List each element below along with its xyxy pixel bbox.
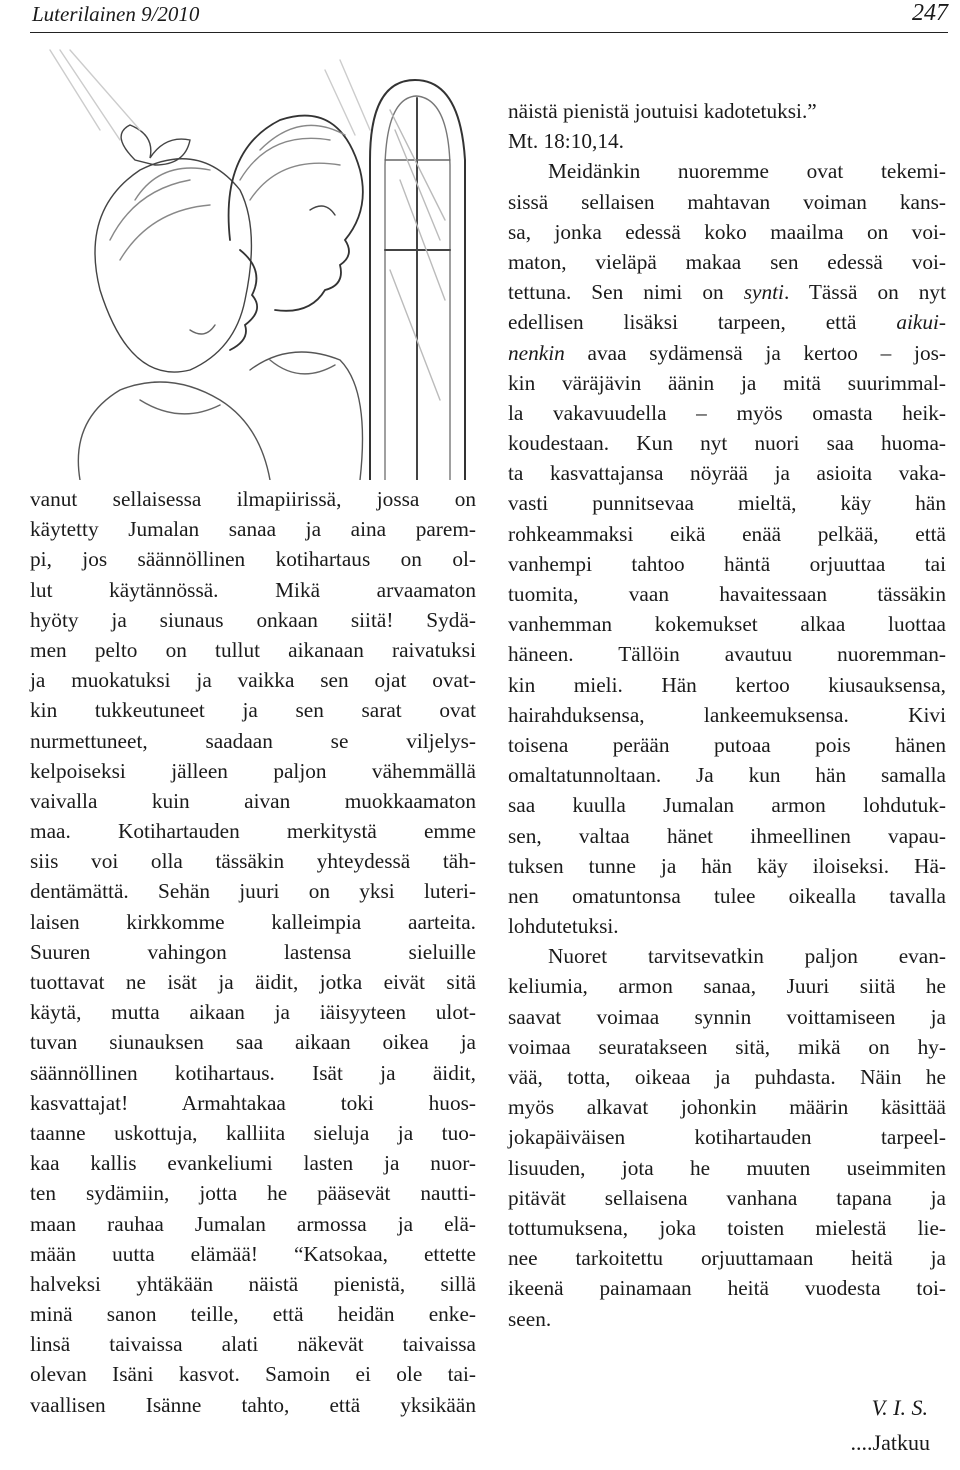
issue-label: Luterilainen 9/2010 <box>32 2 200 26</box>
text-line: myös alkavat johonkin määrin käsittää <box>508 1095 946 1120</box>
text-line: saavat voimaa synnin voittamiseen ja <box>508 1004 946 1029</box>
text-line: ikeenä painamaan heitä vuodesta toi- <box>508 1276 946 1301</box>
text-line: vaivalla kuin aivan muokkaamaton <box>30 788 476 813</box>
text-line: omaltatunnoltaan. Ja kun hän samalla <box>508 763 946 788</box>
emphasis-synti: synti <box>743 280 784 305</box>
text-line: käytetty Jumalan sanaa ja aina parem- <box>30 517 476 542</box>
text-line: ja muokatuksi ja vaikka sen ojat ovat- <box>30 668 476 693</box>
text-line: kasvattajat! Armahtakaa toki huos- <box>30 1090 476 1115</box>
text-line: Suuren vahingon lastensa sieluille <box>30 939 476 964</box>
text-line: säännöllinen kotihartaus. Isät ja äidit, <box>30 1060 476 1085</box>
text-line: käytä, mutta aikaan ja iäisyyteen ulot- <box>30 1000 476 1025</box>
text-line: vanhempi tahtoo häntä orjuuttaa tai <box>508 551 946 576</box>
text-line: jokapäiväisen kotihartauden tarpeel- <box>508 1125 946 1150</box>
text-line: men pelto on tullut aikanaan raivatuksi <box>30 637 476 662</box>
text-line: vää, totta, oikeaa ja puhdasta. Näin he <box>508 1065 946 1089</box>
text-line: kin mieli. Hän kertoo kiusauksensa, <box>508 672 946 697</box>
text-line: laisen kirkkomme kalleimpia aarteita. <box>30 909 476 934</box>
text-line: vaallisen Isänne tahto, että yksikään <box>30 1392 476 1417</box>
right-column <box>508 96 946 1334</box>
text-line: vanhemman kokemukset alkaa luottaa <box>508 612 946 637</box>
text-line: kelpoiseksi jälleen paljon vähemmällä <box>30 758 476 783</box>
text-line: Mt. 18:10,14. <box>508 129 624 154</box>
text-line: pitävät sellaisena vanhana tapana ja <box>508 1185 946 1210</box>
text-line: lohdutetuksi. <box>508 914 619 939</box>
text-line: vasti punnitsevaa mieltä, käy hän <box>508 491 946 516</box>
text-line: kin tukkeutuneet ja sen sarat ovat <box>30 698 476 723</box>
text-line: tuomita, vaan havaitessaan tässäkin <box>508 582 946 606</box>
text-line: siis voi olla tässäkin yhteydessä täh- <box>30 849 476 874</box>
text-line: dentämättä. Sehän juuri on yksi luteri- <box>30 879 476 904</box>
text-line: ta kasvattajansa nöyrää ja asioita vaka- <box>508 461 946 486</box>
text-line: näistä pienistä joutuisi kadotetuksi.” <box>508 99 817 123</box>
text-line <box>508 307 946 337</box>
text-line: toisena perään putoaa pois hänen <box>508 732 946 757</box>
text-line: lut käytännössä. Mikä arvaamaton <box>30 577 476 602</box>
text-run: . Tässä on nyt <box>783 280 946 305</box>
text-line: sissä sellaisen mahtavan voiman kans- <box>508 189 946 214</box>
text-line: pi, jos säännöllinen kotihartaus on ol- <box>30 547 476 572</box>
text-run: edellisen lisäksi tarpeen, että <box>508 310 897 335</box>
text-run: avaa sydämensä ja kertoo – jos- <box>564 340 946 365</box>
children-at-window-illustration <box>40 40 480 480</box>
text-line: vanut sellaisessa ilmapiirissä, jossa on <box>30 487 476 511</box>
text-line: taanne uskottuja, kalliita sieluja ja tuo- <box>30 1120 476 1145</box>
text-line: nee tarkoitettu orjuuttamaan heitä ja <box>508 1246 946 1271</box>
text-line: maa. Kotihartauden merkitystä emme <box>30 819 476 844</box>
text-line: halveksi yhtäkään näistä pienistä, sillä <box>30 1271 476 1296</box>
pencil-sketch-icon <box>40 40 480 480</box>
text-line: hyöty ja siunaus onkaan siitä! Sydä- <box>30 607 476 632</box>
text-line: maton, vieläpä makaa sen edessä voi- <box>508 249 946 274</box>
text-line: nurmettuneet, saadaan se viljelys- <box>30 728 476 753</box>
text-line <box>508 338 946 368</box>
continued-label: ....Jatkuu <box>850 1430 930 1455</box>
text-line: sen, valtaa hänet ihmeellinen vapau- <box>508 823 946 848</box>
text-line: rohkeammaksi eikä enää pelkää, että <box>508 521 946 546</box>
text-line: la vakavuudella – myös omasta heik- <box>508 400 946 425</box>
paragraph-start-line: Meidänkin nuoremme ovat tekemi- <box>548 159 946 184</box>
text-line: koudestaan. Kun nyt nuori saa huoma- <box>508 431 946 456</box>
text-line: kin väräjävin äänin ja mitä suurimmal- <box>508 370 946 395</box>
paragraph-start-line: Nuoret tarvitsevatkin paljon evan- <box>548 944 946 969</box>
text-line <box>508 277 946 307</box>
header-rule <box>30 32 948 33</box>
text-line: tuottavat ne isät ja äidit, jotka eivät sitä <box>30 970 476 994</box>
text-line: seen. <box>508 1306 552 1331</box>
author-signature: V. I. S. <box>871 1395 928 1420</box>
text-line: lisuuden, jota he muuten useimmiten <box>508 1155 946 1180</box>
text-line: mään uutta elämää! “Katsokaa, ettette <box>30 1241 476 1266</box>
text-run: tettuna. Sen nimi on <box>508 280 744 305</box>
text-line: maan rauhaa Jumalan armossa ja elä- <box>30 1211 476 1236</box>
text-line: minä sanon teille, että heidän enke- <box>30 1302 476 1327</box>
emphasis-aikuinenkin: aikui- <box>896 310 946 335</box>
text-line: tuksen tunne ja hän käy iloiseksi. Hä- <box>508 853 946 878</box>
text-line: hairahduksensa, lankeemuksensa. Kivi <box>508 702 946 727</box>
text-line: tuvan siunauksen saa aikaan oikea ja <box>30 1030 476 1055</box>
text-line: linsä taivaissa alati näkevät taivaissa <box>30 1332 476 1357</box>
text-line: saa kuulla Jumalan armon lohdutuk- <box>508 793 946 818</box>
emphasis-aikuinenkin-cont: nenkin <box>508 340 565 365</box>
text-line: keliumia, armon sanaa, Juuri siitä he <box>508 974 946 999</box>
text-line: kaa kallis evankeliumi lasten ja nuor- <box>30 1151 476 1176</box>
text-line: voimaa seuratakseen sitä, mikä on hy- <box>508 1034 946 1059</box>
text-line: häneen. Tällöin avautuu nuoremman- <box>508 642 946 667</box>
text-line: tottumuksena, joka toisten mielestä lie- <box>508 1215 946 1240</box>
left-column <box>30 484 476 1420</box>
text-line: ten sydämiin, jotta he pääsevät nautti- <box>30 1181 476 1206</box>
text-line: olevan Isäni kasvot. Samoin ei ole tai- <box>30 1362 476 1387</box>
text-line: sa, jonka edessä koko maailma on voi- <box>508 219 946 244</box>
page-header <box>0 0 960 34</box>
text-line: nen omatuntonsa tulee oikealla tavalla <box>508 883 946 908</box>
page-number: 247 <box>912 0 948 26</box>
